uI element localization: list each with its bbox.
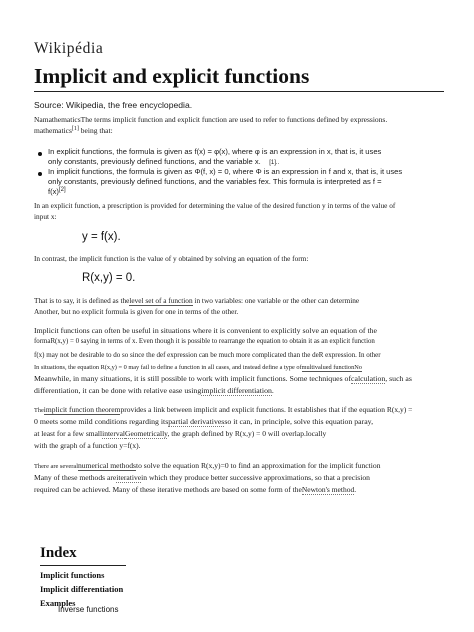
- para6-text-tail: to solve the equation R(x,y)=0 to find an approximation for the implicit function: [136, 461, 381, 470]
- bullet-1-line-2: [48, 157, 279, 166]
- para2: In contrast, the implicit function is the value of y obtained by solving an equation of the form:: [34, 254, 309, 263]
- para6-text: Many of these methods are: [34, 473, 117, 482]
- multivalued-function-link[interactable]: multivalued functionNo: [301, 364, 362, 371]
- intro-text-tail: being that:: [78, 126, 113, 135]
- para6-text: required can be achieved. Many of these iterative methods are based on some form of the: [34, 485, 302, 494]
- para3-text-tail: in two variables: one variable or the other can determine: [192, 296, 360, 305]
- citation-link[interactable]: [2]: [58, 187, 66, 193]
- implicit-differentiation-link[interactable]: implicit differentiation: [201, 386, 272, 395]
- para5-line-3: [34, 429, 326, 438]
- citation-link[interactable]: [1]: [71, 126, 79, 132]
- bullet-marker: [38, 172, 42, 176]
- bullet-2-line-1: In implicit functions, the formula is given as Φ(f, x) = 0, where Φ is an expression in f and x, that is, it uses: [48, 167, 403, 176]
- index-item-inverse-functions[interactable]: Inverse functions: [58, 605, 119, 614]
- para5-line-1: [34, 405, 412, 414]
- bullet-marker: [38, 152, 42, 156]
- para4-line-6: [34, 386, 274, 395]
- para4-text: In situations, the equation R(x,y) = 0 may fail to define a function in all cases, and instead define a type of: [34, 364, 302, 371]
- para6-text: There are several: [34, 463, 78, 470]
- calculation-link[interactable]: calculation: [351, 374, 386, 383]
- wikipedia-logo: Wikipédia: [34, 40, 104, 57]
- para5-text: The: [34, 407, 44, 414]
- para4-line-4: [34, 364, 362, 371]
- para4-line-1: Implicit functions can often be useful in situations where it is convenient to explicitly solve an equation of the: [34, 326, 377, 335]
- para5-text: 0 meets some mild conditions regarding its: [34, 417, 169, 426]
- intro-line-2: [34, 126, 113, 135]
- para6-line-2: [34, 473, 370, 482]
- source-line: Source: Wikipedia, the free encyclopedia.: [34, 100, 193, 110]
- level-set-link[interactable]: level set of a function: [129, 296, 193, 305]
- bullet-2-line-3: [48, 187, 66, 196]
- para5-text: at least for a few small: [34, 429, 103, 438]
- interval-link[interactable]: interval: [102, 429, 126, 438]
- para5-line-4: with the graph of a function y=f(x).: [34, 441, 141, 450]
- implicit-function-theorem-link[interactable]: implicit function theorem: [43, 405, 121, 414]
- para1-line-1: In an explicit function, a prescription is provided for determining the value of the desired function y in terms of the value of: [34, 201, 396, 210]
- bullet-2-text: f(x): [48, 187, 59, 196]
- geometrically-link[interactable]: Geometrically: [125, 429, 168, 438]
- citation-link[interactable]: [1]..: [269, 160, 280, 166]
- para6-line-1: [34, 461, 381, 470]
- iterative-link[interactable]: iterative: [116, 473, 142, 482]
- bullet-2-line-2: only constants, previously defined functions, and the variables fex. This formula is interpreted as f =: [48, 177, 382, 186]
- para4-text-tail: , such as: [385, 374, 412, 383]
- para5-text-tail: so it can, in principle, solve this equation paray,: [224, 417, 374, 426]
- para4-text: Meanwhile, in many situations, it is still possible to work with implicit functions. Some techniques of: [34, 374, 352, 383]
- page-title: Implicit and explicit functions: [34, 64, 310, 88]
- index-divider: [40, 565, 126, 566]
- para4-line-2: formaR(x,y) = 0 saying in terms of x. Even though it is possible to rearrange the equation to obtain it as an explicit function: [34, 338, 375, 345]
- index-item-examples[interactable]: Examples: [40, 598, 76, 608]
- para5-line-2: [34, 417, 373, 426]
- partial-derivatives-link[interactable]: partial derivatives: [168, 417, 225, 426]
- bullet-1-text: only constants, previously defined functions, and the variable x.: [48, 157, 261, 166]
- para6-text-tail: in which they produce better successive approximations, so that a precision: [141, 473, 370, 482]
- equation-implicit: R(x,y) = 0.: [82, 272, 136, 284]
- para6-text-tail: .: [354, 485, 357, 494]
- equation-explicit: y = f(x).: [82, 231, 121, 243]
- para3-text: That is to say, it is defined as the: [34, 296, 130, 305]
- para5-text-tail: , the graph defined by R(x,y) = 0 will overlap.locally: [167, 429, 327, 438]
- para4-text-tail: .: [271, 386, 274, 395]
- para5-text-tail: provides a link between implicit and explicit functions. It establishes that if the equation R(x,y) =: [120, 405, 413, 414]
- title-divider: [34, 91, 444, 92]
- newtons-method-link[interactable]: Newton's method: [301, 485, 355, 494]
- bullet-1-line-1: In explicit functions, the formula is given as f(x) = φ(x), where φ is an expression in x, that is, it uses: [48, 147, 382, 156]
- para3-line-2: Another, but no explicit formula is given for one in terms of the other.: [34, 307, 239, 316]
- para6-line-3: [34, 485, 356, 494]
- intro-text: mathematics: [34, 126, 72, 135]
- numerical-methods-link[interactable]: numerical methods: [78, 461, 136, 470]
- index-heading: Index: [40, 545, 77, 561]
- index-item-implicit-differentiation[interactable]: Implicit differentiation: [40, 584, 124, 594]
- intro-line-1: NamathematicsThe terms implicit function and explicit function are used to refer to functions defined by expressions.: [34, 115, 388, 124]
- index-item-implicit-functions[interactable]: Implicit functions: [40, 570, 105, 580]
- para4-line-5: [34, 374, 412, 383]
- para4-text: differentiation, it can be done with relative ease using: [34, 386, 202, 395]
- para4-line-3: f(x) may not be desirable to do so since the def expression can be much more complicated than the deR expression. In other: [34, 351, 381, 359]
- para3-line-1: [34, 296, 359, 305]
- para1-line-2: input x:: [34, 212, 57, 221]
